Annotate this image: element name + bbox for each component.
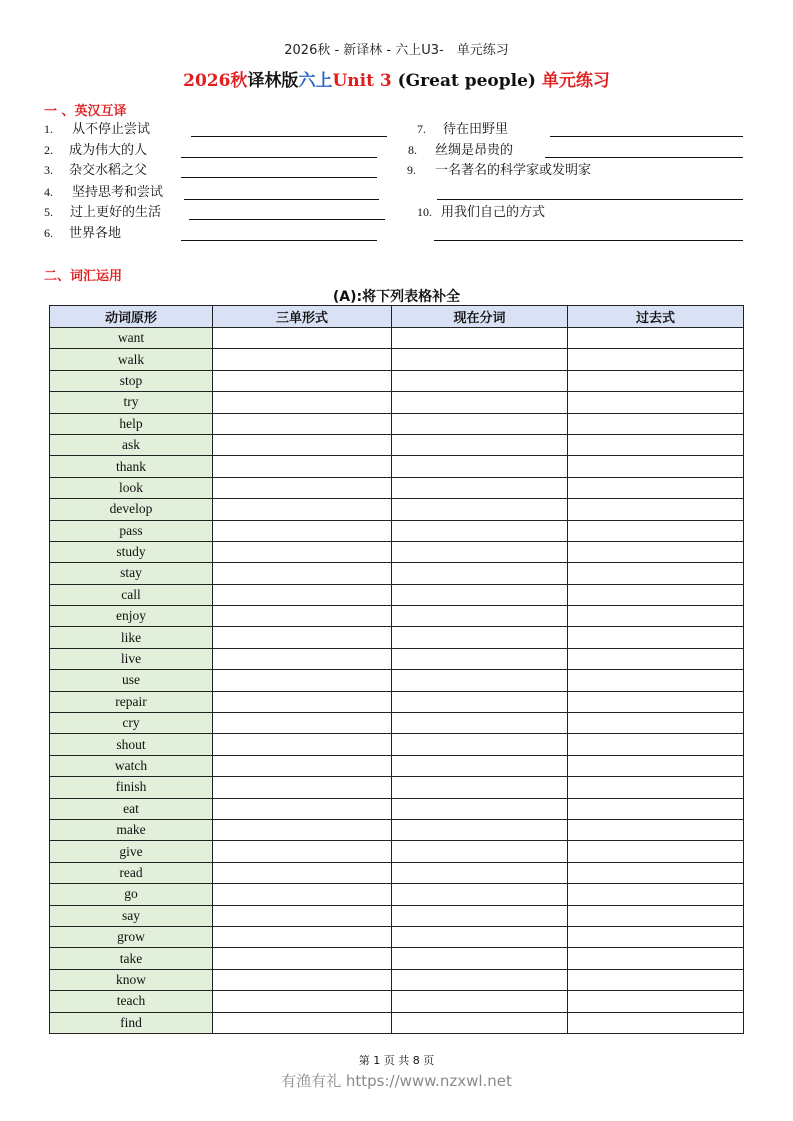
column-header-present-participle: 现在分词 — [392, 306, 568, 328]
present-participle-cell[interactable] — [392, 584, 568, 605]
answer-line-4[interactable] — [184, 199, 379, 200]
answer-line-2[interactable] — [181, 157, 377, 158]
present-participle-cell[interactable] — [392, 456, 568, 477]
table-row — [50, 1012, 744, 1033]
section2-heading: 二、词汇运用 — [44, 269, 123, 284]
verb-base-form: study — [50, 541, 213, 562]
present-participle-cell[interactable] — [392, 413, 568, 434]
present-participle-cell[interactable] — [392, 520, 568, 541]
translation-item-1: 1. 从不停止尝试 — [44, 122, 151, 137]
third-person-cell[interactable] — [213, 1012, 392, 1033]
answer-line-5[interactable] — [189, 219, 385, 220]
answer-line-1[interactable] — [191, 136, 387, 137]
present-participle-cell[interactable] — [392, 606, 568, 627]
verb-base-form: stay — [50, 563, 213, 584]
table-header-row — [50, 306, 744, 328]
table-row — [50, 392, 744, 413]
past-tense-cell[interactable] — [568, 926, 744, 947]
third-person-cell[interactable] — [213, 969, 392, 990]
third-person-cell[interactable] — [213, 413, 392, 434]
verb-base-form: call — [50, 584, 213, 605]
present-participle-cell[interactable] — [392, 926, 568, 947]
verb-base-form: go — [50, 884, 213, 905]
third-person-cell[interactable] — [213, 777, 392, 798]
verb-base-form: use — [50, 670, 213, 691]
verb-base-form: repair — [50, 691, 213, 712]
present-participle-cell[interactable] — [392, 370, 568, 391]
past-tense-cell[interactable] — [568, 584, 744, 605]
third-person-cell[interactable] — [213, 520, 392, 541]
table-row — [50, 884, 744, 905]
past-tense-cell[interactable] — [568, 563, 744, 584]
verb-base-form: enjoy — [50, 606, 213, 627]
table-row — [50, 563, 744, 584]
translation-item-2: 2. 成为伟大的人 — [44, 143, 148, 158]
present-participle-cell[interactable] — [392, 798, 568, 819]
verb-base-form: take — [50, 948, 213, 969]
page-header: 2026秋 - 新译林 - 六上U3- 单元练习 — [284, 43, 509, 58]
table-row — [50, 991, 744, 1012]
present-participle-cell[interactable] — [392, 349, 568, 370]
present-participle-cell[interactable] — [392, 734, 568, 755]
present-participle-cell[interactable] — [392, 841, 568, 862]
present-participle-cell[interactable] — [392, 434, 568, 455]
third-person-cell[interactable] — [213, 862, 392, 883]
past-tense-cell[interactable] — [568, 328, 744, 349]
title-suffix: 单元练习 — [541, 71, 610, 91]
answer-line-3[interactable] — [181, 177, 377, 178]
third-person-cell[interactable] — [213, 670, 392, 691]
third-person-cell[interactable] — [213, 499, 392, 520]
third-person-cell[interactable] — [213, 456, 392, 477]
verb-base-form: teach — [50, 991, 213, 1012]
past-tense-cell[interactable] — [568, 392, 744, 413]
past-tense-cell[interactable] — [568, 691, 744, 712]
verb-base-form: look — [50, 477, 213, 498]
table-row — [50, 413, 744, 434]
past-tense-cell[interactable] — [568, 477, 744, 498]
present-participle-cell[interactable] — [392, 477, 568, 498]
column-header-past-tense: 过去式 — [568, 306, 744, 328]
present-participle-cell[interactable] — [392, 670, 568, 691]
third-person-cell[interactable] — [213, 349, 392, 370]
table-row — [50, 584, 744, 605]
present-participle-cell[interactable] — [392, 691, 568, 712]
verb-base-form: grow — [50, 926, 213, 947]
section1-heading: 一 、英汉互译 — [44, 104, 127, 119]
verb-base-form: pass — [50, 520, 213, 541]
third-person-cell[interactable] — [213, 627, 392, 648]
present-participle-cell[interactable] — [392, 862, 568, 883]
table-row — [50, 648, 744, 669]
translation-item-7: 7. 待在田野里 — [417, 122, 509, 137]
third-person-cell[interactable] — [213, 563, 392, 584]
translation-item-10: 10. 用我们自己的方式 — [417, 205, 546, 220]
table-row — [50, 734, 744, 755]
verb-base-form: like — [50, 627, 213, 648]
past-tense-cell[interactable] — [568, 413, 744, 434]
third-person-cell[interactable] — [213, 328, 392, 349]
answer-line-10[interactable] — [434, 240, 743, 241]
verb-base-form: eat — [50, 798, 213, 819]
verb-base-form: help — [50, 413, 213, 434]
third-person-cell[interactable] — [213, 584, 392, 605]
verb-base-form: want — [50, 328, 213, 349]
page-number: 第 1 页 共 8 页 — [358, 1054, 435, 1067]
table-row — [50, 541, 744, 562]
third-person-cell[interactable] — [213, 713, 392, 734]
column-header-base-form: 动词原形 — [50, 306, 213, 328]
present-participle-cell[interactable] — [392, 648, 568, 669]
past-tense-cell[interactable] — [568, 456, 744, 477]
table-row — [50, 905, 744, 926]
past-tense-cell[interactable] — [568, 1012, 744, 1033]
verb-base-form: make — [50, 819, 213, 840]
past-tense-cell[interactable] — [568, 434, 744, 455]
past-tense-cell[interactable] — [568, 670, 744, 691]
table-row — [50, 606, 744, 627]
table-caption: (A):将下列表格补全 — [332, 289, 461, 305]
table-row — [50, 520, 744, 541]
present-participle-cell[interactable] — [392, 884, 568, 905]
past-tense-cell[interactable] — [568, 370, 744, 391]
present-participle-cell[interactable] — [392, 392, 568, 413]
past-tense-cell[interactable] — [568, 991, 744, 1012]
third-person-cell[interactable] — [213, 370, 392, 391]
past-tense-cell[interactable] — [568, 969, 744, 990]
table-row — [50, 798, 744, 819]
present-participle-cell[interactable] — [392, 948, 568, 969]
verb-base-form: read — [50, 862, 213, 883]
translation-item-9: 9. 一名著名的科学家或发明家 — [407, 163, 592, 178]
verb-base-form: walk — [50, 349, 213, 370]
translation-item-8: 8. 丝绸是昂贵的 — [408, 143, 514, 158]
title-unit-name: (Great people) — [391, 71, 542, 91]
verb-base-form: ask — [50, 434, 213, 455]
past-tense-cell[interactable] — [568, 648, 744, 669]
table-row — [50, 969, 744, 990]
past-tense-cell[interactable] — [568, 798, 744, 819]
past-tense-cell[interactable] — [568, 349, 744, 370]
third-person-cell[interactable] — [213, 948, 392, 969]
past-tense-cell[interactable] — [568, 734, 744, 755]
third-person-cell[interactable] — [213, 606, 392, 627]
third-person-cell[interactable] — [213, 541, 392, 562]
answer-line-8[interactable] — [545, 157, 743, 158]
table-row — [50, 948, 744, 969]
third-person-cell[interactable] — [213, 991, 392, 1012]
table-row — [50, 349, 744, 370]
verb-base-form: finish — [50, 777, 213, 798]
past-tense-cell[interactable] — [568, 713, 744, 734]
title-grade: 六上 — [298, 71, 333, 91]
watermark: 有渔有礼 https://www.nzxwl.net — [281, 1072, 512, 1090]
answer-line-7[interactable] — [550, 136, 743, 137]
third-person-cell[interactable] — [213, 884, 392, 905]
present-participle-cell[interactable] — [392, 627, 568, 648]
verb-base-form: give — [50, 841, 213, 862]
verb-base-form: know — [50, 969, 213, 990]
third-person-cell[interactable] — [213, 734, 392, 755]
present-participle-cell[interactable] — [392, 1012, 568, 1033]
column-header-third-person: 三单形式 — [213, 306, 392, 328]
third-person-cell[interactable] — [213, 691, 392, 712]
third-person-cell[interactable] — [213, 819, 392, 840]
answer-line-9[interactable] — [437, 199, 743, 200]
verb-base-form: develop — [50, 499, 213, 520]
past-tense-cell[interactable] — [568, 499, 744, 520]
present-participle-cell[interactable] — [392, 563, 568, 584]
table-row — [50, 926, 744, 947]
translation-item-6: 6. 世界各地 — [44, 226, 122, 241]
present-participle-cell[interactable] — [392, 328, 568, 349]
table-row — [50, 713, 744, 734]
verb-base-form: cry — [50, 713, 213, 734]
past-tense-cell[interactable] — [568, 541, 744, 562]
title-edition: 译林版 — [247, 71, 299, 91]
table-row — [50, 862, 744, 883]
title-unit: Unit 3 — [332, 71, 392, 91]
past-tense-cell[interactable] — [568, 841, 744, 862]
present-participle-cell[interactable] — [392, 541, 568, 562]
third-person-cell[interactable] — [213, 434, 392, 455]
verb-base-form: stop — [50, 370, 213, 391]
table-row — [50, 627, 744, 648]
verb-forms-table — [49, 305, 744, 1034]
past-tense-cell[interactable] — [568, 777, 744, 798]
table-row — [50, 691, 744, 712]
past-tense-cell[interactable] — [568, 755, 744, 776]
table-row — [50, 434, 744, 455]
present-participle-cell[interactable] — [392, 969, 568, 990]
verb-base-form: watch — [50, 755, 213, 776]
present-participle-cell[interactable] — [392, 777, 568, 798]
table-row — [50, 328, 744, 349]
translation-item-4: 4. 坚持思考和尝试 — [44, 185, 164, 200]
verb-base-form: try — [50, 392, 213, 413]
past-tense-cell[interactable] — [568, 606, 744, 627]
table-row — [50, 777, 744, 798]
translation-item-3: 3. 杂交水稻之父 — [44, 163, 148, 178]
table-row — [50, 819, 744, 840]
present-participle-cell[interactable] — [392, 905, 568, 926]
verb-base-form: shout — [50, 734, 213, 755]
table-row — [50, 755, 744, 776]
present-participle-cell[interactable] — [392, 499, 568, 520]
past-tense-cell[interactable] — [568, 884, 744, 905]
past-tense-cell[interactable] — [568, 520, 744, 541]
verb-base-form: live — [50, 648, 213, 669]
past-tense-cell[interactable] — [568, 819, 744, 840]
third-person-cell[interactable] — [213, 905, 392, 926]
past-tense-cell[interactable] — [568, 905, 744, 926]
third-person-cell[interactable] — [213, 841, 392, 862]
verb-base-form: thank — [50, 456, 213, 477]
table-row — [50, 456, 744, 477]
page-title — [0, 66, 793, 91]
past-tense-cell[interactable] — [568, 862, 744, 883]
past-tense-cell[interactable] — [568, 948, 744, 969]
third-person-cell[interactable] — [213, 477, 392, 498]
present-participle-cell[interactable] — [392, 755, 568, 776]
title-year: 2026秋 — [183, 71, 248, 91]
table-row — [50, 670, 744, 691]
table-row — [50, 370, 744, 391]
verb-base-form: say — [50, 905, 213, 926]
third-person-cell[interactable] — [213, 392, 392, 413]
present-participle-cell[interactable] — [392, 991, 568, 1012]
third-person-cell[interactable] — [213, 926, 392, 947]
table-row — [50, 477, 744, 498]
table-row — [50, 841, 744, 862]
present-participle-cell[interactable] — [392, 819, 568, 840]
third-person-cell[interactable] — [213, 798, 392, 819]
past-tense-cell[interactable] — [568, 627, 744, 648]
present-participle-cell[interactable] — [392, 713, 568, 734]
answer-line-6[interactable] — [181, 240, 377, 241]
third-person-cell[interactable] — [213, 648, 392, 669]
translation-item-5: 5. 过上更好的生活 — [44, 205, 162, 220]
verb-base-form: find — [50, 1012, 213, 1033]
third-person-cell[interactable] — [213, 755, 392, 776]
table-row — [50, 499, 744, 520]
